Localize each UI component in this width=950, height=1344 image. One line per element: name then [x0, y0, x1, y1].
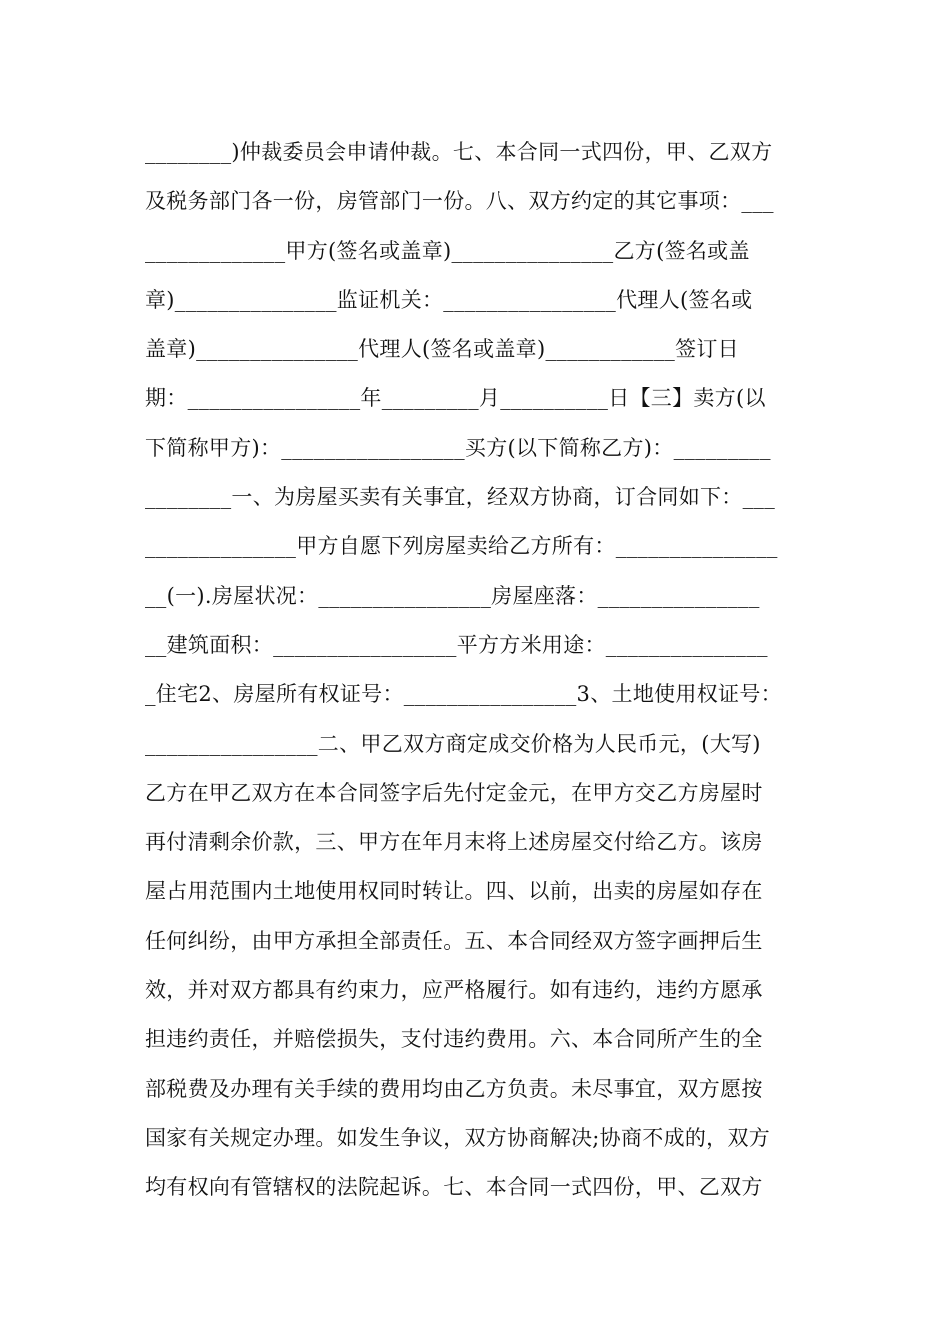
contract-body [145, 128, 835, 1213]
text-line: 期：________________年_________月__________日【三】卖方(以 [145, 386, 766, 411]
text-line: 章)_______________监证机关：________________代理人(签名或 [145, 287, 753, 312]
text-line: 部税费及办理有关手续的费用均由乙方负责。未尽事宜，双方愿按 [145, 1076, 763, 1101]
text-line: 均有权向有管辖权的法院起诉。七、本合同一式四份，甲、乙双方 [145, 1175, 763, 1200]
text-line: 担违约责任，并赔偿损失，支付违约费用。六、本合同所产生的全 [145, 1027, 763, 1052]
text-line: 下简称甲方)：_________________买方(以下简称乙方)：_________ [145, 435, 771, 460]
text-line: 任何纠纷，由甲方承担全部责任。五、本合同经双方签字画押后生 [145, 928, 763, 953]
text-line: 盖章)_______________代理人(签名或盖章)____________签订日 [145, 337, 739, 362]
text-line: __(一).房屋状况：________________房屋座落：_______________ [145, 583, 760, 608]
text-line: 效，并对双方都具有约束力，应严格履行。如有违约，违约方愿承 [145, 978, 763, 1003]
text-line: 乙方在甲乙双方在本合同签字后先付定金元，在甲方交乙方房屋时 [145, 780, 763, 805]
text-line: ________________二、甲乙双方商定成交价格为人民币元，(大写) [145, 731, 761, 756]
text-line: ________一、为房屋买卖有关事宜，经双方协商，订合同如下：___ [145, 485, 775, 510]
text-line: ______________甲方自愿下列房屋卖给乙方所有：_______________ [145, 534, 778, 559]
text-line: 屋占用范围内土地使用权同时转让。四、以前，出卖的房屋如存在 [145, 879, 763, 904]
text-line: ________)仲裁委员会申请仲裁。七、本合同一式四份，甲、乙双方 [145, 140, 773, 164]
text-line: _住宅2、房屋所有权证号：________________3、土地使用权证号： [145, 682, 782, 707]
text-line: 国家有关规定办理。如发生争议，双方协商解决;协商不成的，双方 [145, 1125, 771, 1150]
text-line: _____________甲方(签名或盖章)_______________乙方(签名或盖 [145, 238, 750, 263]
text-line: __建筑面积：_________________平方方米用途：_______________ [145, 632, 768, 657]
text-line: 再付清剩余价款，三、甲方在年月末将上述房屋交付给乙方。该房 [145, 830, 763, 855]
text-line: 及税务部门各一份，房管部门一份。八、双方约定的其它事项：___ [145, 189, 774, 214]
